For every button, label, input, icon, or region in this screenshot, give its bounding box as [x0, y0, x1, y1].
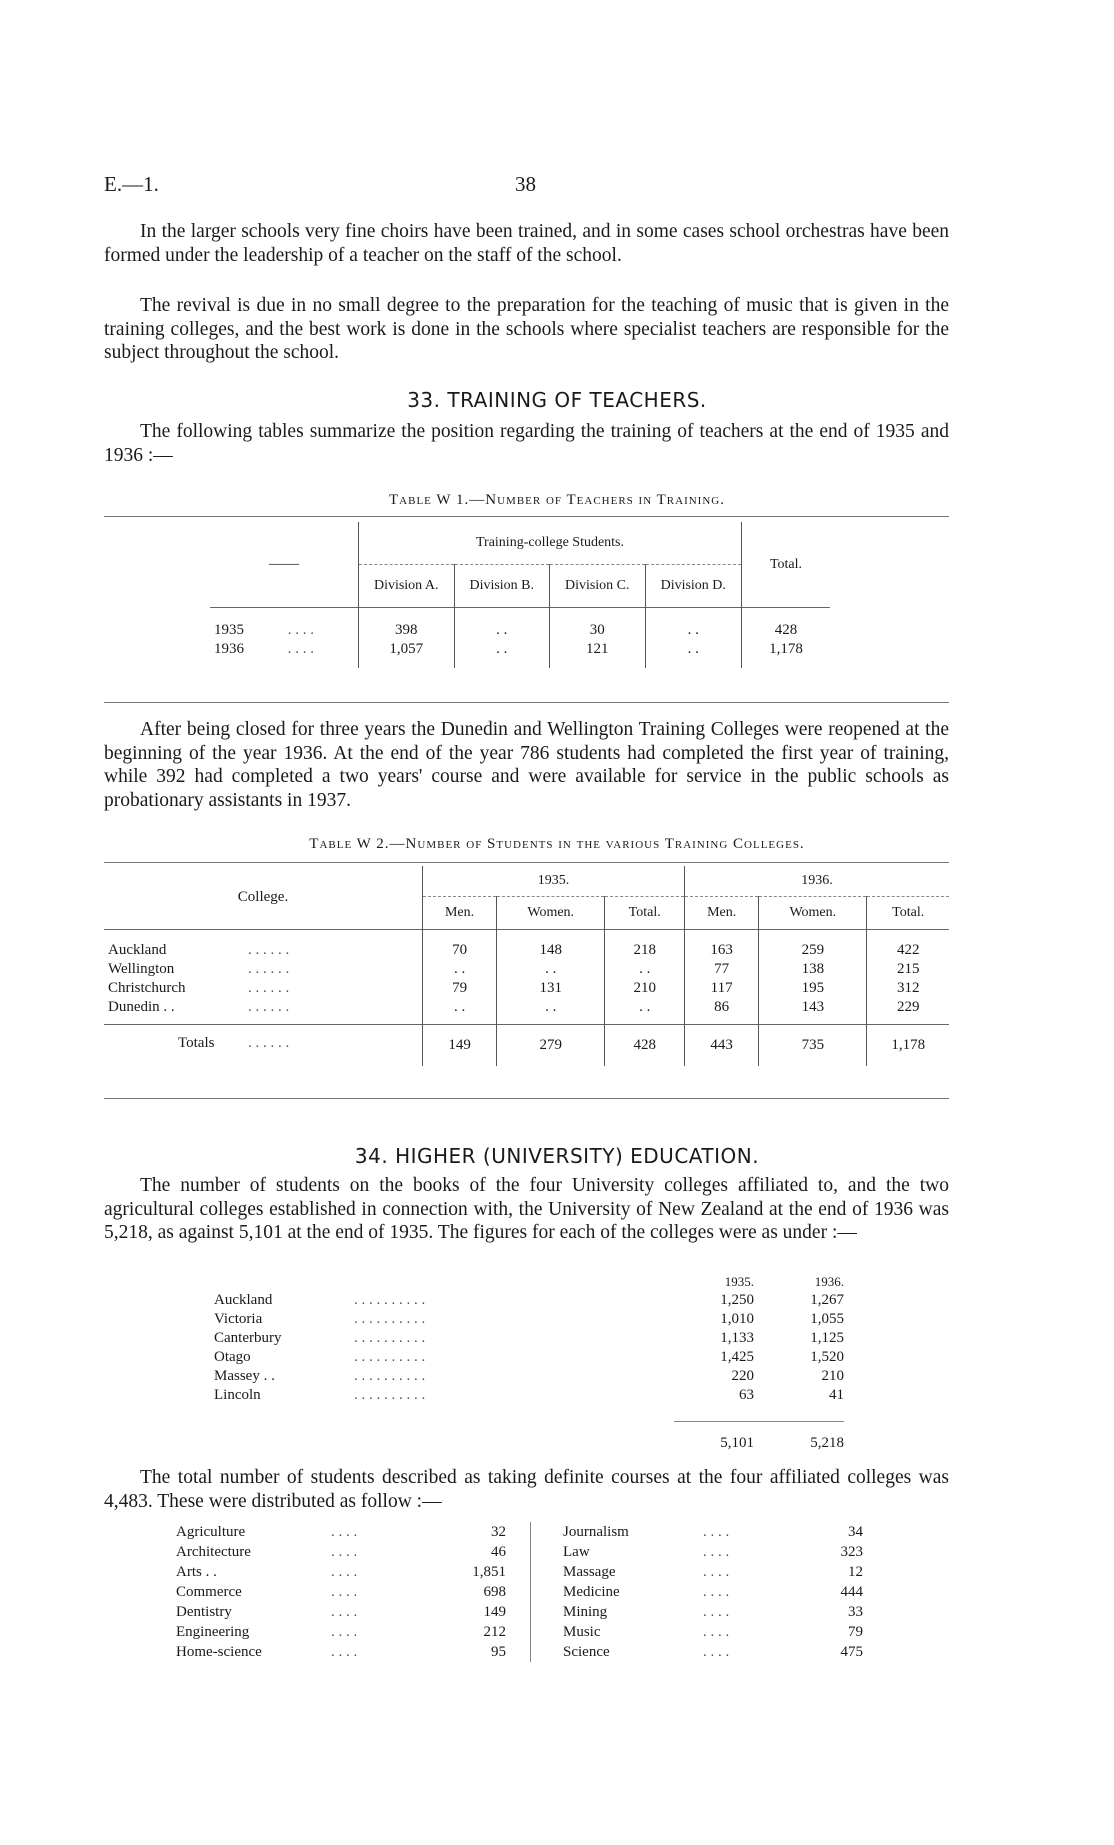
list-item — [176, 1522, 516, 1542]
page-number: 38 — [515, 172, 536, 196]
college-name: Lincoln — [214, 1387, 261, 1403]
row-year: 1936 — [214, 641, 244, 657]
leader-dots: . . . . . . — [248, 1035, 290, 1051]
table-w1 — [210, 522, 830, 668]
totals-row — [104, 1025, 423, 1067]
cell: 121 — [550, 640, 646, 668]
leader-dots: . . . . — [331, 1544, 358, 1560]
leader-dots: . . . . . . . . . . — [354, 1330, 426, 1346]
cell: . . — [423, 960, 497, 979]
list-item — [563, 1622, 873, 1642]
cell: 279 — [497, 1025, 605, 1067]
cell: 428 — [605, 1025, 685, 1067]
cell: 215 — [867, 960, 949, 979]
leader-dots: . . . . — [703, 1604, 730, 1620]
cell: . . — [497, 998, 605, 1025]
cell: . . — [423, 998, 497, 1025]
course-name: Science — [563, 1644, 610, 1660]
cell: 259 — [759, 930, 867, 961]
list-item — [214, 1386, 854, 1405]
course-count: 34 — [848, 1524, 863, 1540]
course-name: Arts . . — [176, 1564, 217, 1580]
cell: 163 — [685, 930, 759, 961]
leader-dots: . . . . — [287, 622, 314, 638]
courses-left-column — [176, 1522, 516, 1662]
list-item — [214, 1367, 854, 1386]
list-item — [176, 1642, 516, 1662]
paragraph-colleges-reopened: After being closed for three years the Dunedin and Wellington Training Colleges were reopened at the beginning of the year 1936. At the end of the year 786 students had completed the first year of training, while 392 had completed a two years' course and were available for service in the public schools as probationary assistants in 1937. — [104, 719, 949, 811]
table-w2-top-rule — [104, 862, 949, 863]
section-33-title: 33. TRAINING OF TEACHERS. — [407, 388, 707, 412]
table-row — [104, 930, 423, 961]
table-w1-blank-header: —— — [269, 556, 299, 572]
list-item — [176, 1542, 516, 1562]
value-1936: 210 — [821, 1368, 844, 1384]
list-item — [176, 1582, 516, 1602]
course-name: Home-science — [176, 1644, 262, 1660]
list-item — [214, 1291, 854, 1310]
cell: . . — [645, 640, 742, 668]
college-name: Dunedin . . — [108, 999, 175, 1015]
courses-right-column — [563, 1522, 873, 1662]
course-name: Dentistry — [176, 1604, 232, 1620]
course-name: Architecture — [176, 1544, 251, 1560]
table-row — [104, 960, 423, 979]
colleges-list — [214, 1272, 854, 1453]
list-item — [563, 1542, 873, 1562]
college-name: Auckland — [214, 1292, 273, 1308]
value-1936: 41 — [829, 1387, 844, 1403]
college-name: Christchurch — [108, 980, 186, 996]
table-w2-caption: Table W 2.—Number of Students in the various Training Colleges. — [309, 836, 805, 852]
table-w2-year-1936: 1936. — [685, 866, 949, 897]
table-w2-year-1935: 1935. — [423, 866, 685, 897]
list-item — [214, 1310, 854, 1329]
college-name: Wellington — [108, 961, 175, 977]
list-item — [563, 1522, 873, 1542]
colleges-totals-row — [214, 1421, 854, 1453]
cell: 148 — [497, 930, 605, 961]
cell: 30 — [550, 608, 646, 641]
table-w1-bottom-rule — [104, 702, 949, 703]
value-1935: 63 — [739, 1387, 754, 1403]
cell: . . — [605, 998, 685, 1025]
table-row — [210, 608, 359, 641]
leader-dots: . . . . — [703, 1584, 730, 1600]
leader-dots: . . . . — [331, 1524, 358, 1540]
table-row — [104, 979, 423, 998]
leader-dots: . . . . — [703, 1544, 730, 1560]
list-item — [214, 1329, 854, 1348]
course-name: Agriculture — [176, 1524, 246, 1540]
course-count: 149 — [483, 1604, 506, 1620]
course-count: 32 — [491, 1524, 506, 1540]
cell: . . — [497, 960, 605, 979]
leader-dots: . . . . . . . . . . — [354, 1368, 426, 1384]
year-1935-header: 1935. — [724, 1274, 754, 1289]
report-code: E.—1. — [104, 172, 159, 196]
cell: 1,057 — [359, 640, 455, 668]
college-name: Victoria — [214, 1311, 263, 1327]
course-count: 79 — [848, 1624, 863, 1640]
list-item — [176, 1622, 516, 1642]
cell: . . — [605, 960, 685, 979]
value-1936: 1,267 — [810, 1292, 844, 1308]
cell: 735 — [759, 1025, 867, 1067]
leader-dots: . . . . . . — [248, 961, 290, 977]
cell: . . — [645, 608, 742, 641]
value-1935: 1,250 — [720, 1292, 754, 1308]
course-count: 1,851 — [472, 1564, 506, 1580]
value-1935: 1,133 — [720, 1330, 754, 1346]
cell: 229 — [867, 998, 949, 1025]
course-name: Medicine — [563, 1584, 620, 1600]
cell: . . — [454, 640, 550, 668]
leader-dots: . . . . — [331, 1644, 358, 1660]
list-item — [176, 1562, 516, 1582]
total-1936: 5,218 — [754, 1421, 844, 1453]
cell: 79 — [423, 979, 497, 998]
table-w2 — [104, 866, 949, 1066]
cell: 117 — [685, 979, 759, 998]
value-1936: 1,055 — [810, 1311, 844, 1327]
course-name: Mining — [563, 1604, 608, 1620]
table-w1-col-d: Division D. — [645, 565, 742, 608]
value-1936: 1,125 — [810, 1330, 844, 1346]
leader-dots: . . . . — [331, 1564, 358, 1580]
cell: 70 — [423, 930, 497, 961]
cell: 312 — [867, 979, 949, 998]
cell: 86 — [685, 998, 759, 1025]
list-item — [214, 1348, 854, 1367]
col-total: Total. — [605, 897, 685, 930]
col-women: Women. — [759, 897, 867, 930]
table-w2-college-header: College. — [237, 889, 289, 905]
table-w1-total-header: Total. — [742, 522, 831, 608]
course-count: 12 — [848, 1564, 863, 1580]
table-w2-bottom-rule — [104, 1098, 949, 1099]
list-item — [563, 1602, 873, 1622]
cell: 218 — [605, 930, 685, 961]
cell: 195 — [759, 979, 867, 998]
leader-dots: . . . . . . — [248, 942, 290, 958]
column-divider — [530, 1522, 531, 1662]
course-count: 33 — [848, 1604, 863, 1620]
col-men: Men. — [423, 897, 497, 930]
list-item — [563, 1582, 873, 1602]
paragraph-choirs: In the larger schools very fine choirs have been trained, and in some cases school orchestras have been formed under the leadership of a teacher on the staff of the school. — [104, 221, 949, 266]
course-count: 323 — [840, 1544, 863, 1560]
course-count: 95 — [491, 1644, 506, 1660]
year-1936-header: 1936. — [814, 1274, 844, 1289]
college-name: Otago — [214, 1349, 251, 1365]
cell: 131 — [497, 979, 605, 998]
colleges-list-header — [214, 1272, 854, 1291]
table-row — [104, 998, 423, 1025]
totals-label: Totals — [178, 1035, 215, 1051]
col-total: Total. — [867, 897, 949, 930]
course-count: 475 — [840, 1644, 863, 1660]
leader-dots: . . . . . . . . . . — [354, 1349, 426, 1365]
cell: 77 — [685, 960, 759, 979]
leader-dots: . . . . — [703, 1564, 730, 1580]
leader-dots: . . . . — [331, 1604, 358, 1620]
leader-dots: . . . . . . — [248, 980, 290, 996]
value-1935: 1,010 — [720, 1311, 754, 1327]
table-w1-top-rule — [104, 516, 949, 517]
row-year: 1935 — [214, 622, 244, 638]
cell: . . — [454, 608, 550, 641]
value-1935: 220 — [731, 1368, 754, 1384]
list-item — [563, 1642, 873, 1662]
section-34-title: 34. HIGHER (UNIVERSITY) EDUCATION. — [354, 1144, 760, 1168]
cell: 422 — [867, 930, 949, 961]
cell: 149 — [423, 1025, 497, 1067]
paragraph-music-revival: The revival is due in no small degree to the preparation for the teaching of music that is given in the training colleges, and the best work is done in the schools where specialist teachers are responsible for the subject throughout the school. — [104, 295, 949, 363]
section-33-intro: The following tables summarize the position regarding the training of teachers at the end of 1935 and 1936 :— — [104, 421, 949, 466]
course-name: Commerce — [176, 1584, 242, 1600]
leader-dots: . . . . . . . . . . — [354, 1387, 426, 1403]
leader-dots: . . . . — [703, 1524, 730, 1540]
course-count: 698 — [483, 1584, 506, 1600]
leader-dots: . . . . — [287, 641, 314, 657]
paragraph-courses: The total number of students described as taking definite courses at the four affiliated colleges was 4,483. These were distributed as follow :— — [104, 1467, 949, 1512]
course-count: 46 — [491, 1544, 506, 1560]
cell: 1,178 — [742, 640, 831, 668]
course-name: Journalism — [563, 1524, 629, 1540]
cell: 210 — [605, 979, 685, 998]
leader-dots: . . . . — [331, 1584, 358, 1600]
course-name: Music — [563, 1624, 601, 1640]
table-w1-group-header: Training-college Students. — [359, 522, 742, 565]
cell: 1,178 — [867, 1025, 949, 1067]
college-name: Massey . . — [214, 1368, 275, 1384]
section-34-paragraph: The number of students on the books of the four University colleges affiliated to, and the two agricultural colleges established in connection with, the University of New Zealand at the end of 1936 was 5,218, as against 5,101 at the end of 1935. The figures for each of the colleges were as under :— — [104, 1175, 949, 1243]
cell: 398 — [359, 608, 455, 641]
col-women: Women. — [497, 897, 605, 930]
table-w1-caption: Table W 1.—Number of Teachers in Training. — [389, 492, 725, 508]
course-count: 444 — [840, 1584, 863, 1600]
leader-dots: . . . . . . . . . . — [354, 1292, 426, 1308]
course-name: Massage — [563, 1564, 616, 1580]
table-row — [210, 640, 359, 668]
total-1935: 5,101 — [674, 1421, 754, 1453]
value-1935: 1,425 — [720, 1349, 754, 1365]
value-1936: 1,520 — [810, 1349, 844, 1365]
leader-dots: . . . . — [703, 1624, 730, 1640]
table-w1-col-c: Division C. — [550, 565, 646, 608]
cell: 143 — [759, 998, 867, 1025]
course-name: Engineering — [176, 1624, 250, 1640]
list-item — [176, 1602, 516, 1622]
college-name: Auckland — [108, 942, 167, 958]
course-count: 212 — [483, 1624, 506, 1640]
table-w1-col-a: Division A. — [359, 565, 455, 608]
table-w1-col-b: Division B. — [454, 565, 550, 608]
college-name: Canterbury — [214, 1330, 282, 1346]
cell: 428 — [742, 608, 831, 641]
cell: 443 — [685, 1025, 759, 1067]
leader-dots: . . . . — [331, 1624, 358, 1640]
cell: 138 — [759, 960, 867, 979]
leader-dots: . . . . . . . . . . — [354, 1311, 426, 1327]
leader-dots: . . . . . . — [248, 999, 290, 1015]
col-men: Men. — [685, 897, 759, 930]
leader-dots: . . . . — [703, 1644, 730, 1660]
course-name: Law — [563, 1544, 590, 1560]
list-item — [563, 1562, 873, 1582]
